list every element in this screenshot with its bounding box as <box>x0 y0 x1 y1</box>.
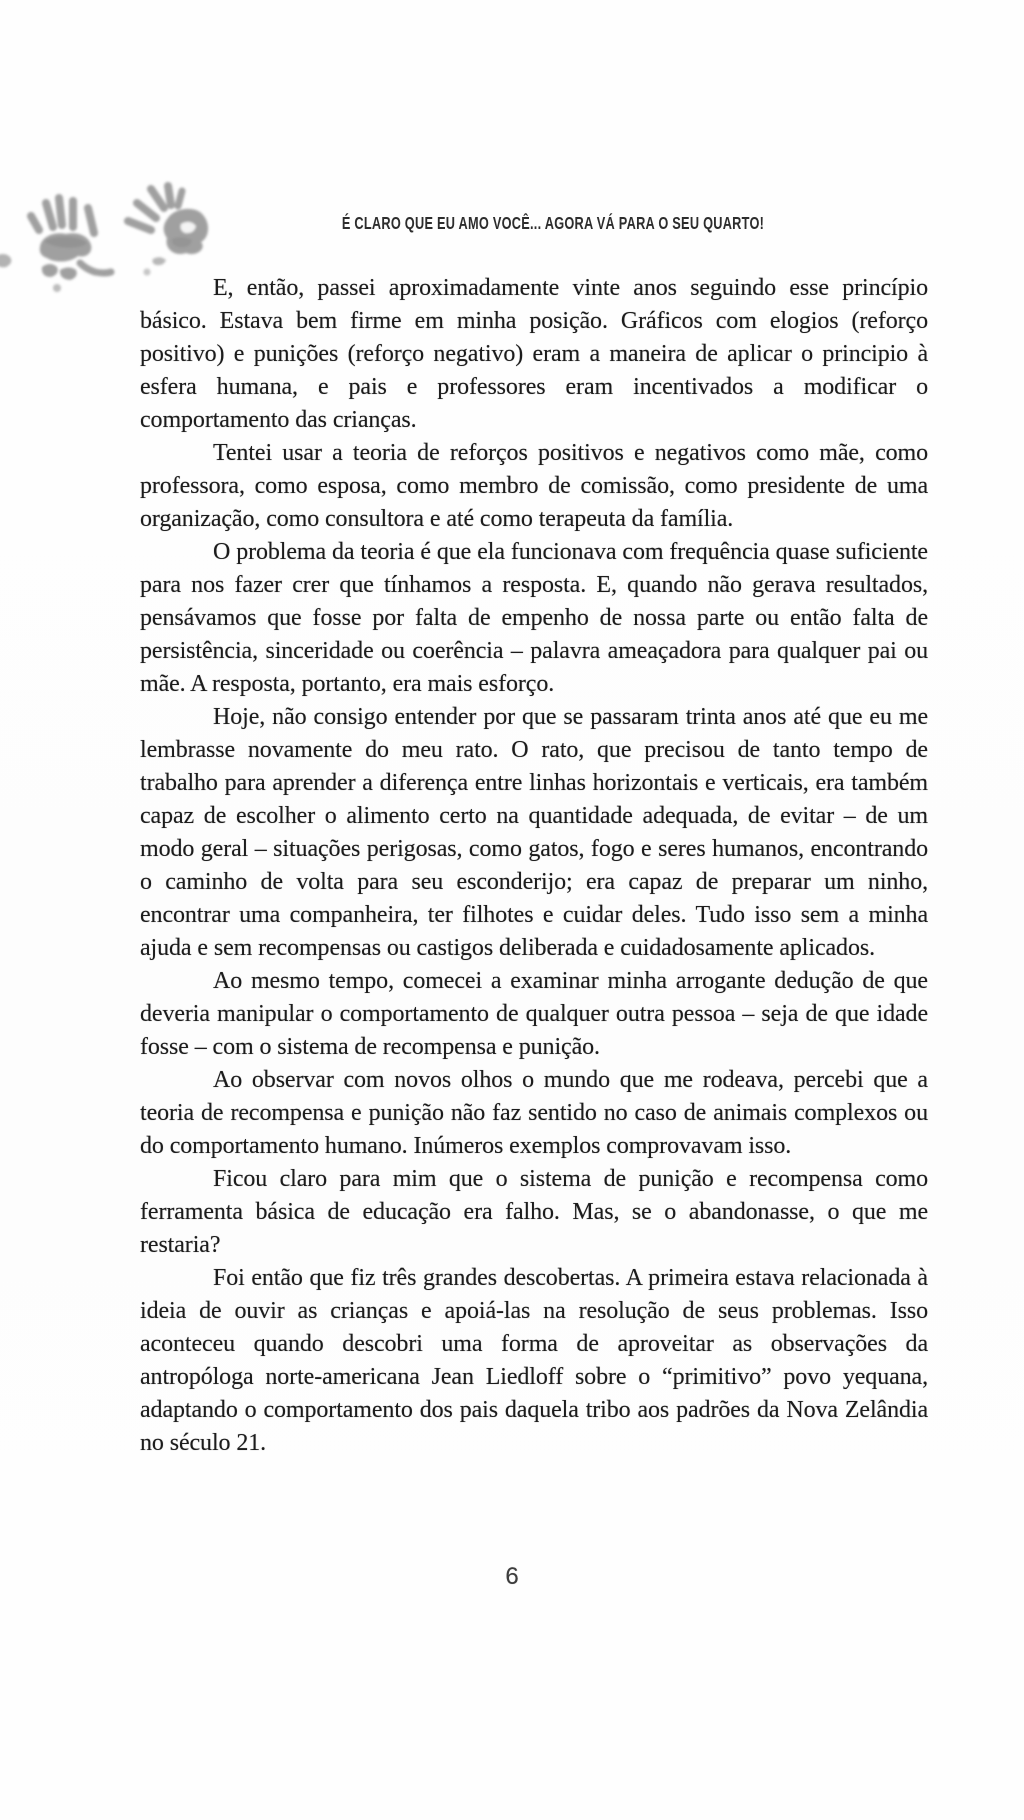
body-paragraph: Ficou claro para mim que o sistema de punição e recompensa como ferramenta básica de educação era falho. Mas, se o abandonasse, o que me restaria? <box>140 1166 928 1258</box>
body-paragraph: Foi então que fiz três grandes descobertas. A primeira estava relacionada à ideia de ouvir as crianças e apoiá-las na resolução de seus problemas. Isso aconteceu quando descobri uma forma de aproveitar as observações da antropóloga norte-americana Jean Liedloff sobre o “primitivo” povo yequana, adaptando o comportamento dos pais daquela tribo aos padrões da Nova Zelândia no século 21. <box>140 1265 928 1456</box>
body-paragraph: O problema da teoria é que ela funcionava com frequência quase suficiente para nos fazer crer que tínhamos a resposta. E, quando não gerava resultados, pensávamos que fosse por falta de empenho de nossa parte ou então falta de persistência, sinceridade ou coerência – palavra ameaçadora para qualquer pai ou mãe. A resposta, portanto, era mais esforço. <box>140 539 928 697</box>
body-paragraph: Ao observar com novos olhos o mundo que me rodeava, percebi que a teoria de recompensa e punição não faz sentido no caso de animais complexos ou do comportamento humano. Inúmeros exemplos comprovavam isso. <box>140 1067 928 1159</box>
body-paragraph: Hoje, não consigo entender por que se passaram trinta anos até que eu me lembrasse novamente do meu rato. O rato, que precisou de tanto tempo de trabalho para aprender a diferença entre linhas horizontais e verticais, era também capaz de escolher o alimento certo na quantidade adequada, de evitar – de um modo geral – situações perigosas, como gatos, fogo e seres humanos, encontrando o caminho de volta para seu esconderijo; era capaz de preparar um ninho, encontrar uma companheira, ter filhotes e cuidar deles. Tudo isso sem a minha ajuda e sem recompensas ou castigos deliberada e cuidadosamente aplicados. <box>140 704 928 961</box>
body-paragraph: Ao mesmo tempo, comecei a examinar minha arrogante dedução de que deveria manipular o comportamento de qualquer outra pessoa – seja de que idade fosse – com o sistema de recompensa e punição. <box>140 968 928 1060</box>
running-head: É CLARO QUE EU AMO VOCÊ... AGORA VÁ PARA O SEU QUARTO! <box>341 213 765 234</box>
page-number: 6 <box>505 1563 519 1590</box>
body-paragraph: Tentei usar a teoria de reforços positivos e negativos como mãe, como professora, como esposa, como membro de comissão, como presidente de uma organização, como consultora e até como terapeuta da família. <box>140 440 928 532</box>
body-text <box>140 272 928 1460</box>
body-paragraph: E, então, passei aproximadamente vinte anos seguindo esse princípio básico. Estava bem firme em minha posição. Gráficos com elogios (reforço positivo) e punições (reforço negativo) eram a maneira de aplicar o principio à esfera humana, e pais e professores eram incentivados a modificar o comportamento das crianças. <box>140 275 928 433</box>
